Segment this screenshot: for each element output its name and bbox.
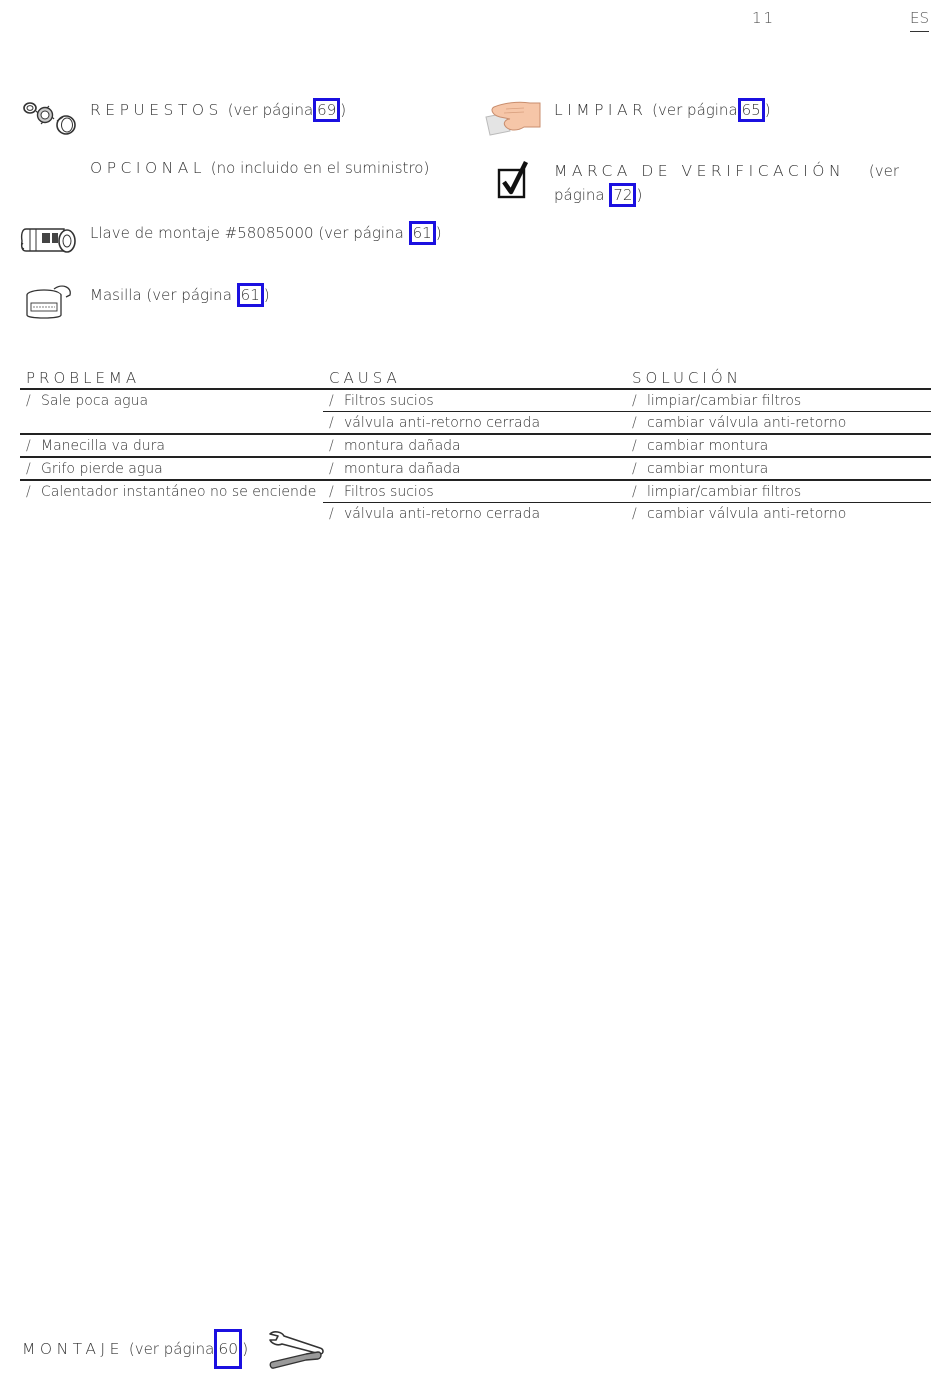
llave-text: Llave de montaje #58085000 (ver página bbox=[90, 224, 404, 242]
troubleshooting-table bbox=[20, 369, 931, 524]
problem-cell: / Grifo pierde agua bbox=[20, 457, 323, 480]
solution-cell: / cambiar montura bbox=[626, 457, 931, 480]
cause-cell: / Filtros sucios bbox=[323, 480, 626, 503]
solution-cell: / limpiar/cambiar filtros bbox=[626, 480, 931, 503]
cause-cell: / válvula anti-retorno cerrada bbox=[323, 412, 626, 435]
solution-text: cambiar montura bbox=[647, 438, 769, 454]
problem-cell: / Sale poca agua bbox=[20, 389, 323, 434]
limpiar-row bbox=[554, 98, 771, 122]
problem-cell: / Calentador instantáneo no se enciende bbox=[26, 484, 317, 500]
solution-text: limpiar/cambiar filtros bbox=[647, 393, 802, 409]
solution-cell: / cambiar montura bbox=[626, 434, 931, 457]
limpiar-label: LIMPIAR bbox=[554, 101, 648, 119]
cause-text: montura dañada bbox=[344, 438, 461, 454]
opcional-row bbox=[90, 159, 429, 177]
llave-page-link[interactable]: 61 bbox=[409, 221, 436, 245]
repuestos-label: REPUESTOS bbox=[90, 101, 223, 119]
masilla-ref-suffix: ) bbox=[263, 286, 270, 304]
checkmark-box-icon bbox=[497, 160, 531, 204]
cause-text: Filtros sucios bbox=[344, 393, 434, 409]
opcional-label: OPCIONAL bbox=[90, 159, 206, 177]
solution-text: limpiar/cambiar filtros bbox=[647, 484, 802, 500]
repuestos-row bbox=[90, 98, 346, 122]
repuestos-ref-prefix: (ver página bbox=[227, 101, 314, 119]
marca-row bbox=[554, 159, 899, 207]
page-number: 11 bbox=[752, 9, 776, 27]
problem-cell: / Manecilla va dura bbox=[20, 434, 323, 457]
table-header-row bbox=[20, 369, 931, 389]
cause-text: montura dañada bbox=[344, 461, 461, 477]
marca-ref-prefix-2: página bbox=[554, 186, 605, 204]
solution-cell: / cambiar válvula anti-retorno bbox=[632, 506, 847, 522]
table-row bbox=[20, 457, 931, 480]
mounting-key-icon bbox=[20, 221, 78, 261]
spare-parts-icon bbox=[20, 98, 78, 142]
solution-text: cambiar válvula anti-retorno bbox=[647, 415, 847, 431]
llave-ref-suffix: ) bbox=[435, 224, 442, 242]
masilla-page-link[interactable]: 61 bbox=[237, 283, 264, 307]
montaje-label: MONTAJE bbox=[22, 1340, 124, 1358]
header-solucion: SOLUCIÓN bbox=[626, 369, 931, 389]
solution-text: cambiar montura bbox=[647, 461, 769, 477]
solution-text: cambiar válvula anti-retorno bbox=[647, 506, 847, 522]
marca-ref-prefix-1: (ver bbox=[868, 162, 899, 180]
tools-icon bbox=[266, 1328, 326, 1376]
putty-can-icon bbox=[24, 283, 74, 327]
masilla-text: Masilla (ver página bbox=[90, 286, 232, 304]
limpiar-ref-suffix: ) bbox=[764, 101, 771, 119]
marca-label: MARCA DE VERIFICACIÓN bbox=[554, 162, 846, 180]
solution-cell: / limpiar/cambiar filtros bbox=[626, 389, 931, 412]
cause-cell: / montura dañada bbox=[323, 457, 626, 480]
marca-ref-suffix: ) bbox=[636, 186, 643, 204]
montaje-page-link[interactable]: 60 bbox=[214, 1329, 242, 1369]
problem-text: Sale poca agua bbox=[41, 393, 149, 409]
problem-text: Calentador instantáneo no se enciende bbox=[41, 484, 317, 500]
montaje-row bbox=[22, 1329, 248, 1369]
montaje-ref-prefix: (ver página bbox=[128, 1340, 215, 1358]
repuestos-page-link[interactable]: 69 bbox=[313, 98, 340, 122]
opcional-note: (no incluido en el suministro) bbox=[210, 159, 430, 177]
repuestos-ref-suffix: ) bbox=[340, 101, 347, 119]
marca-page-link[interactable]: 72 bbox=[609, 183, 636, 207]
table-row bbox=[20, 480, 931, 503]
cause-cell: / montura dañada bbox=[323, 434, 626, 457]
cause-text: válvula anti-retorno cerrada bbox=[344, 506, 541, 522]
table-row bbox=[20, 434, 931, 457]
language-tag: ES bbox=[910, 9, 929, 32]
header-causa: CAUSA bbox=[323, 369, 626, 389]
llave-row bbox=[90, 221, 442, 245]
problem-text: Grifo pierde agua bbox=[41, 461, 163, 477]
solution-cell: / cambiar válvula anti-retorno bbox=[626, 412, 931, 435]
cause-cell: / válvula anti-retorno cerrada bbox=[329, 506, 541, 522]
montaje-ref-suffix: ) bbox=[242, 1340, 249, 1358]
limpiar-page-link[interactable]: 65 bbox=[738, 98, 765, 122]
problem-text: Manecilla va dura bbox=[41, 438, 165, 454]
cause-text: válvula anti-retorno cerrada bbox=[344, 415, 541, 431]
cause-text: Filtros sucios bbox=[344, 484, 434, 500]
limpiar-ref-prefix: (ver página bbox=[652, 101, 738, 119]
cause-cell: / Filtros sucios bbox=[323, 389, 626, 412]
masilla-row bbox=[90, 283, 270, 307]
table-row bbox=[20, 389, 931, 412]
header-problema: PROBLEMA bbox=[20, 369, 323, 389]
cleaning-hand-icon bbox=[484, 95, 542, 141]
